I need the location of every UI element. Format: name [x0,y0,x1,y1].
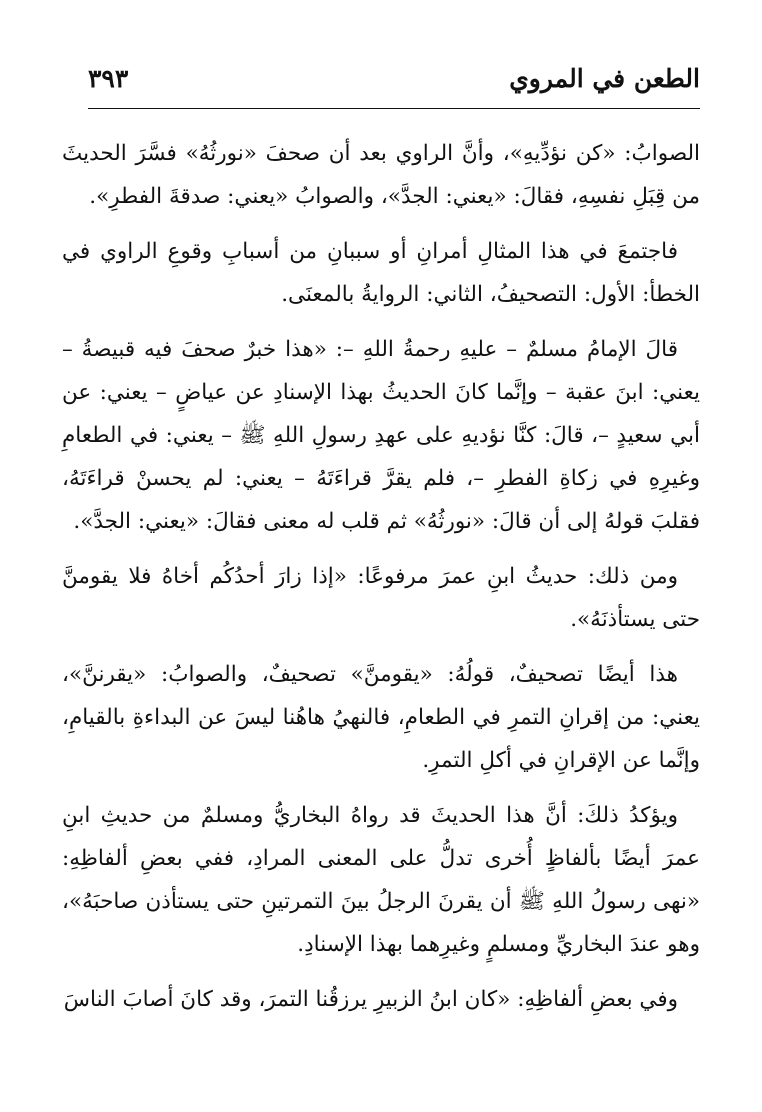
running-title: الطعن في المروي [509,63,700,93]
page-number: ٣٩٣ [88,63,129,93]
page-header [88,56,700,100]
paragraph-1: الصوابُ: «كن نؤدِّيهِ»، وأنَّ الراوي بعد أن صحفَ «نورثُهُ» فسَّرَ الحديثَ من قِبَلِ نفسِهِ، فقالَ: «يعني: الجدَّ»، والصوابُ «يعني: صدقةَ الفطرِ». [62,141,700,209]
paragraph-7: وفي بعضِ ألفاظِهِ: «كان ابنُ الزبيرِ يرزقُنا التمرَ، وقد كانَ أصابَ الناسَ [63,987,678,1012]
paragraph-2: فاجتمعَ في هذا المثالِ أمرانِ أو سببانِ من أسبابِ وقوعِ الراوي في الخطأ: الأول: التصحيفُ، الثاني: الروايةُ بالمعنَى. [62,239,700,307]
paragraph-3: قالَ الإمامُ مسلمٌ – عليهِ رحمةُ اللهِ –: «هذا خبرٌ صحفَ فيه قبيصةُ – يعني: ابنَ عقبة – وإنَّما كانَ الحديثُ بهذا الإسنادِ عن عياضٍ – يعني: عن أبي سعيدٍ –، قالَ: كنَّا نؤديهِ على عهدِ رسولِ اللهِ ﷺ – يعني: في الطعامِ وغيرِهِ في زكاةِ الفطرِ –، فلم يقرَّ قراءَتَهُ – يعني: لم يحسنْ قراءَتَهُ، فقلبَ قولهُ إلى أن قالَ: «نورثُهُ» ثم قلب له معنى فقالَ: «يعني: الجدَّ». [62,337,700,534]
paragraph-5: هذا أيضًا تصحيفٌ، قولُهُ: «يقومنَّ» تصحيفٌ، والصوابُ: «يقرننَّ»، يعني: من إقرانِ التمرِ في الطعامِ، فالنهيُ هاهُنا ليسَ عن البداءةِ بالقيامِ، وإنَّما عن الإقرانِ في أكلِ التمرِ. [62,662,700,773]
paragraph-6: ويؤكدُ ذلكَ: أنَّ هذا الحديثَ قد رواهُ البخاريُّ ومسلمٌ من حديثِ ابنِ عمرَ أيضًا بألفاظٍ أُخرى تدلُّ على المعنى المرادِ، ففي بعضِ ألفاظِهِ: «نهى رسولُ اللهِ ﷺ أن يقرنَ الرجلُ بينَ التمرتينِ حتى يستأذن صاحبَهُ»، وهو عندَ البخاريِّ ومسلمٍ وغيرِهما بهذا الإسنادِ. [62,803,700,957]
header-rule [88,108,700,109]
paragraph-4: ومن ذلك: حديثُ ابنِ عمرَ مرفوعًا: «إذا زارَ أحدُكُم أخاهُ فلا يقومنَّ حتى يستأذنَهُ». [62,564,700,632]
page-body [62,132,700,1033]
